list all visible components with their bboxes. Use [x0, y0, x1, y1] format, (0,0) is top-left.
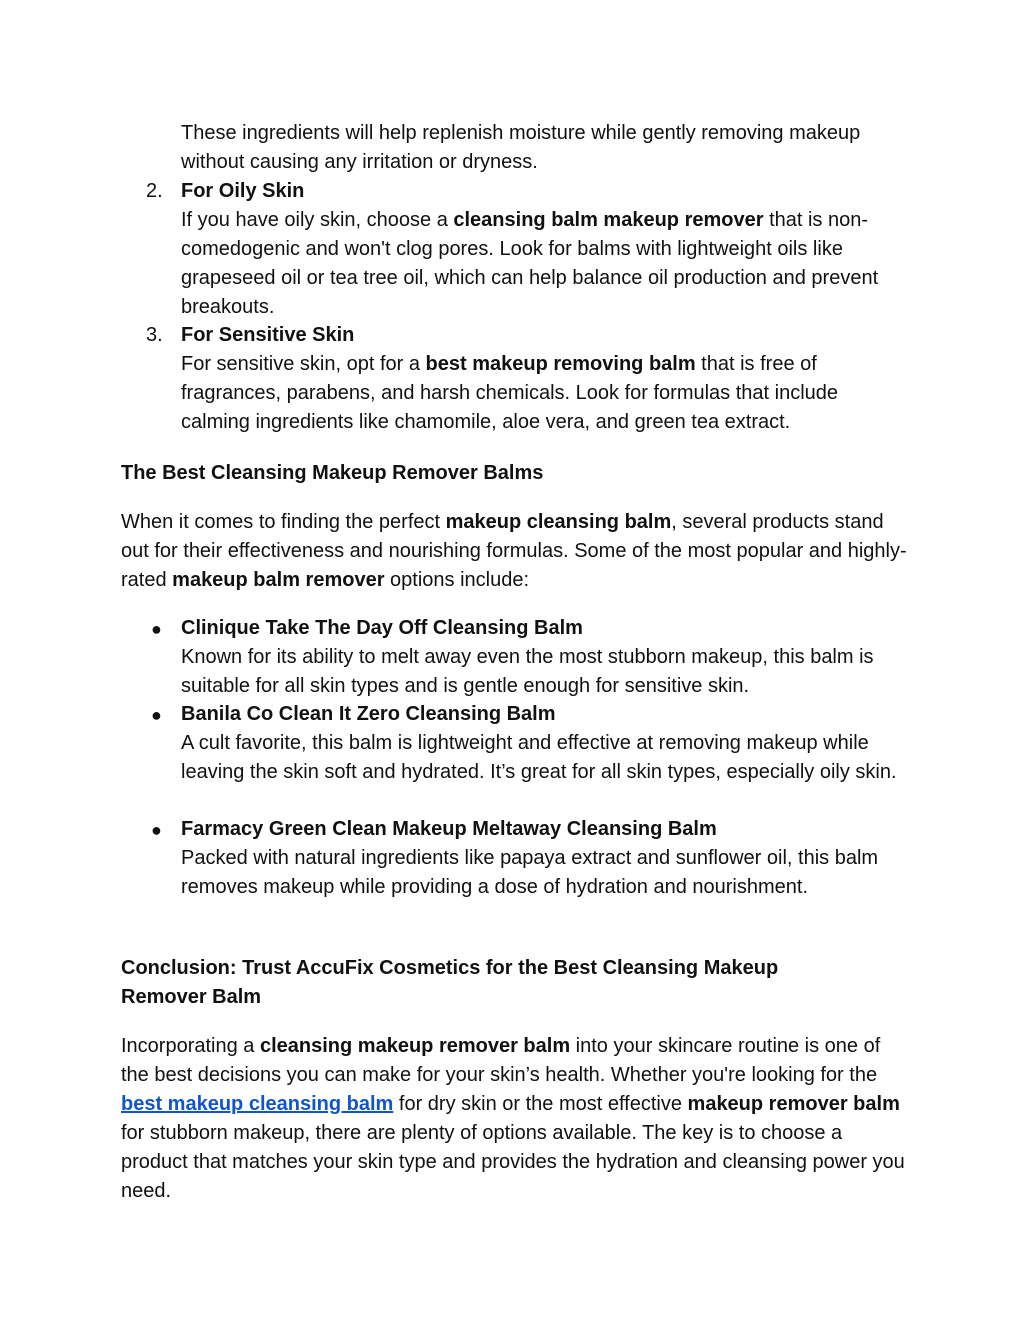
sensitive-skin-text: For sensitive skin, opt for a best makeup removing balm that is free of fragrances, parabens, and harsh chemicals. Look for formulas that include calming ingredients like chamomile, aloe vera, and green tea extract.	[181, 353, 839, 433]
product-description: Known for its ability to melt away even the most stubborn makeup, this balm is suitable for all skin types and is gentle enough for sensitive skin.	[181, 646, 874, 697]
bullet: ●	[151, 705, 162, 725]
best-balms-intro: When it comes to finding the perfect makeup cleansing balm, several products stand out for their effectiveness and nourishing formulas. Some of the most popular and highly-rated makeup balm remover options include:	[121, 511, 907, 591]
best-makeup-cleansing-balm-link[interactable]: best makeup cleansing balm	[121, 1093, 394, 1115]
intro-continuation: These ingredients will help replenish moisture while gently removing makeup without causing any irritation or dryness.	[181, 122, 861, 173]
product-description: A cult favorite, this balm is lightweight and effective at removing makeup while leaving the skin soft and hydrated. It’s great for all skin types, especially oily skin.	[181, 732, 897, 783]
product-name: Banila Co Clean It Zero Cleansing Balm	[181, 703, 556, 725]
conclusion-heading: Conclusion: Trust AccuFix Cosmetics for the Best Cleansing Makeup Remover Balm	[121, 957, 779, 1008]
list-number-2: 2.	[146, 180, 163, 202]
best-balms-heading: The Best Cleansing Makeup Remover Balms	[121, 462, 544, 484]
oily-skin-text: If you have oily skin, choose a cleansing balm makeup remover that is non-comedogenic and won't clog pores. Look for balms with lightweight oils like grapeseed oil or tea tree oil, which can help balance oil production and prevent breakouts.	[181, 209, 879, 318]
bullet: ●	[151, 619, 162, 639]
conclusion-paragraph: Incorporating a cleansing makeup remover balm into your skincare routine is one of the best decisions you can make for your skin’s health. Whether you're looking for the best makeup cleansing balm for dry skin or the most effective makeup remover balm for stubborn makeup, there are plenty of options available. The key is to choose a product that matches your skin type and provides the hydration and cleansing power you need.	[121, 1035, 905, 1202]
product-name: Farmacy Green Clean Makeup Meltaway Cleansing Balm	[181, 818, 717, 840]
product-name: Clinique Take The Day Off Cleansing Balm	[181, 617, 583, 639]
oily-skin-title: For Oily Skin	[181, 180, 305, 202]
list-number-3: 3.	[146, 324, 163, 346]
bullet: ●	[151, 820, 162, 840]
sensitive-skin-title: For Sensitive Skin	[181, 324, 355, 346]
product-description: Packed with natural ingredients like papaya extract and sunflower oil, this balm removes makeup while providing a dose of hydration and nourishment.	[181, 847, 879, 898]
